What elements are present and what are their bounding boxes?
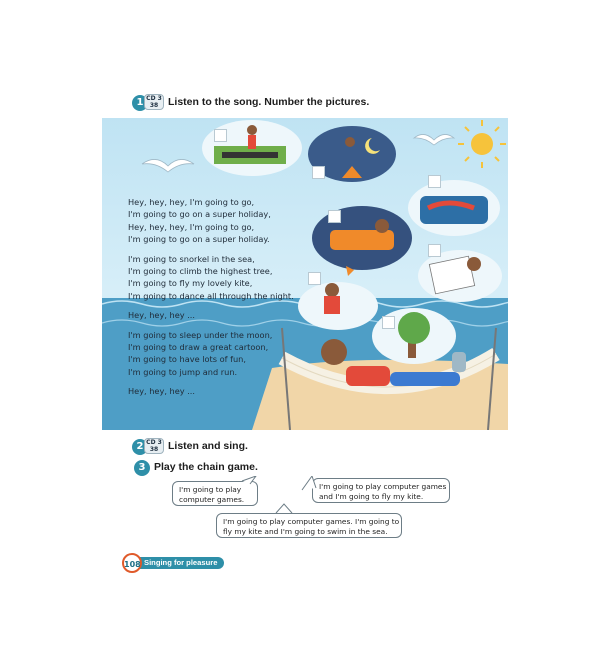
exercise-number-badge: 3 <box>134 460 150 476</box>
lyric-line: Hey, hey, hey, I'm going to go, <box>128 221 255 232</box>
lyrics-stanza <box>128 385 318 397</box>
lyric-line: I'm going to snorkel in the sea, <box>128 253 255 264</box>
cd-audio-icon[interactable] <box>144 438 164 454</box>
lyric-line: I'm going to go on a super holiday. <box>128 234 270 245</box>
footer-section-label: Singing for pleasure <box>144 558 218 567</box>
picture-number-box[interactable] <box>312 166 325 179</box>
bubble-text-line: computer games. <box>179 495 245 504</box>
exercise-2-header <box>132 438 332 456</box>
cd-label: CD 3 <box>146 439 162 446</box>
lyric-line: I'm going to go on a super holiday, <box>128 209 271 220</box>
bubble-text-line: I'm going to play <box>179 485 242 494</box>
lyrics-stanza <box>128 253 318 303</box>
page-number: 108 <box>122 553 142 573</box>
thought-cloud-draw <box>418 250 502 302</box>
cd-track: 38 <box>149 446 159 453</box>
song-lyrics <box>128 196 318 405</box>
cd-label: CD 3 <box>146 95 162 102</box>
exercise-title: Listen to the song. Number the pictures. <box>168 96 370 108</box>
speech-bubble <box>216 513 402 538</box>
speech-bubble <box>312 478 450 503</box>
thought-cloud-sleep <box>312 206 412 270</box>
exercise-number-badge: 1 <box>132 95 148 111</box>
lyric-line: Hey, hey, hey ... <box>128 310 196 321</box>
exercise-title: Play the chain game. <box>154 461 258 473</box>
picture-number-box[interactable] <box>428 244 441 257</box>
cd-audio-icon[interactable] <box>144 94 164 110</box>
exercise-title: Listen and sing. <box>168 440 248 452</box>
lyric-line: I'm going to climb the highest tree, <box>128 266 273 277</box>
bubble-text-line: I'm going to play computer games. I'm going to <box>223 517 400 526</box>
bubble-text-line: I'm going to play computer games <box>319 482 447 491</box>
lyrics-stanza <box>128 329 318 379</box>
picture-number-box[interactable] <box>214 129 227 142</box>
lyric-line: I'm going to jump and run. <box>128 366 238 377</box>
exercise-1-header <box>132 94 392 112</box>
cd-track: 38 <box>149 102 159 109</box>
lyrics-stanza <box>128 309 318 321</box>
sun-icon <box>458 120 506 168</box>
lyric-line: I'm going to fly my lovely kite, <box>128 278 253 289</box>
lyric-line: Hey, hey, hey ... <box>128 386 196 397</box>
lyric-line: I'm going to have lots of fun, <box>128 354 246 365</box>
bubble-text-line: and I'm going to fly my kite. <box>319 492 424 501</box>
picture-number-box[interactable] <box>382 316 395 329</box>
exercise-number-badge: 2 <box>132 439 148 455</box>
thought-cloud-snorkel <box>408 180 500 236</box>
lyric-line: I'm going to sleep under the moon, <box>128 329 273 340</box>
lyric-line: I'm going to dance all through the night. <box>128 290 294 301</box>
bubble-text-line: fly my kite and I'm going to swim in the sea. <box>223 527 388 536</box>
lyrics-stanza <box>128 196 318 246</box>
bubble-tails <box>236 476 326 516</box>
lyric-line: I'm going to draw a great cartoon, <box>128 342 269 353</box>
picture-number-box[interactable] <box>328 210 341 223</box>
picture-number-box[interactable] <box>428 175 441 188</box>
lyric-line: Hey, hey, hey, I'm going to go, <box>128 197 255 207</box>
